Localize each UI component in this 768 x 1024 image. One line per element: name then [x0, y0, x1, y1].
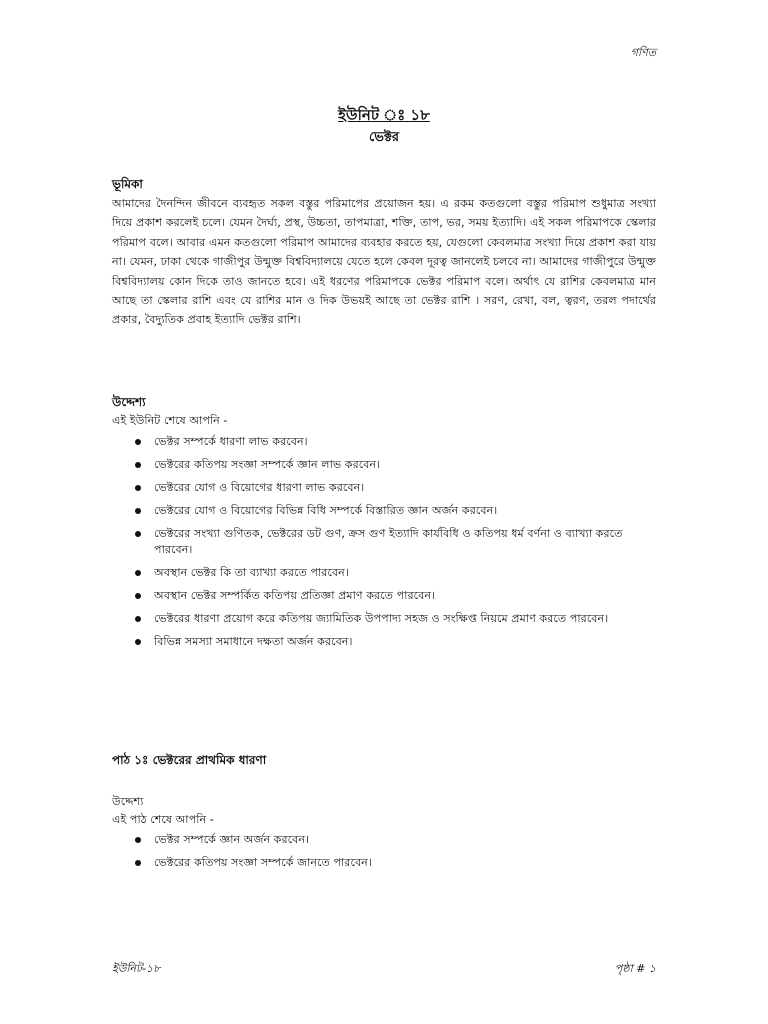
list-item-text: ভেক্টর সম্পর্কে জ্ঞান অর্জন করবেন। [154, 833, 310, 846]
intro-heading: ভূমিকা [112, 177, 143, 191]
list-item-text: বিভিন্ন সমস্যা সমাধানে দক্ষতা অর্জন করবেন। [154, 635, 353, 649]
objectives-heading: উদ্দেশ্য [112, 395, 146, 409]
list-item [112, 634, 658, 650]
list-item [112, 611, 658, 627]
bullet-icon [135, 485, 141, 491]
list-item [112, 588, 658, 604]
lesson-heading: পাঠ ১ঃ ভেক্টরের প্রাথমিক ধারণা [112, 753, 267, 767]
bullet-icon [135, 462, 141, 468]
lesson-objectives-lead: এই পাঠ শেষে আপনি - [112, 813, 214, 826]
lesson-objectives-list [112, 832, 658, 878]
list-item-text: ভেক্টরের কতিপয় সংজ্ঞা সম্পর্কে জ্ঞান লাভ করবেন। [154, 458, 381, 471]
list-item [112, 480, 658, 496]
intro-paragraph: আমাদের দৈনন্দিন জীবনে ব্যবহৃত সকল বস্তুর পরিমাপের প্রয়োজন হয়। এ রকম কতগুলো বস্তুর পরিমাপ শুধুমাত্র সংখ্যা দিয়ে প্রকাশ করলেই চলে। যেমন দৈর্ঘ্য, প্রস্থ, উচ্চতা, তাপমাত্রা, শক্তি, তাপ, ভর, সময় ইত্যাদি। এই সকল পরিমাপকে স্কেলার পরিমাপ বলে। আবার এমন কতগুলো পরিমাপ আমাদের ব্যবহার করতে হয়, যেগুলো কেবলমাত্র সংখ্যা দিয়ে প্রকাশ করা যায় না। যেমন, ঢাকা থেকে গাজীপুর উন্মুক্ত বিশ্ববিদ্যালয়ে যেতে হলে কেবল দূরত্ব জানলেই চলবে না। আমাদের গাজীপুরে উন্মুক্ত বিশ্ববিদ্যালয় কোন দিকে তাও জানতে হবে। এই ধরণের পরিমাপকে ভেক্টর পরিমাপ বলে। অর্থাৎ যে রাশির কেবলমাত্র মান আছে তা স্কেলার রাশি এবং যে রাশির মান ও দিক উভয়ই আছে তা ভেক্টর রাশি । সরণ, রেখা, বল, ত্বরণ, তরল পদার্থের প্রকার, বৈদ্যুতিক প্রবাহ ইত্যাদি ভেক্টর রাশি। [112, 197, 656, 327]
bullet-icon [135, 508, 141, 514]
list-item-text: ভেক্টরের যোগ ও বিয়োগের বিভিন্ন বিধি সম্পর্কে বিস্তারিত জ্ঞান অর্জন করবেন। [154, 504, 498, 517]
list-item [112, 434, 658, 450]
bullet-icon [135, 570, 141, 576]
list-item-text: অবস্থান ভেক্টর কি তা ব্যাখ্যা করতে পারবেন। [154, 566, 349, 580]
list-item [112, 565, 658, 581]
list-item-text: অবস্থান ভেক্টর সম্পর্কিত কতিপয় প্রতিজ্ঞা প্রমাণ করতে পারবেন। [154, 589, 436, 603]
bullet-icon [135, 837, 141, 843]
list-item-text: ভেক্টরের যোগ ও বিয়োগের ধারণা লাভ করবেন। [154, 481, 365, 494]
list-item [112, 832, 658, 848]
footer-page-number: পৃষ্ঠা # ১ [614, 962, 656, 975]
header-subject: গণিত [630, 46, 656, 59]
list-item-text: ভেক্টর সম্পর্কে ধারণা লাভ করবেন। [154, 435, 308, 448]
unit-subtitle: ভেক্টর [369, 130, 399, 145]
list-item [112, 526, 658, 559]
unit-title: ইউনিট ঃ ১৮ [338, 106, 430, 124]
list-item [112, 457, 658, 473]
bullet-icon [135, 860, 141, 866]
bullet-icon [135, 439, 141, 445]
lesson-objectives-heading: উদ্দেশ্য [112, 795, 144, 808]
list-item-text: ভেক্টরের সংখ্যা গুণিতক, ভেক্টরের ডট গুণ, ক্রস গুণ ইত্যাদি কার্যবিধি ও কতিপয় ধর্ম বর্ণনা ও ব্যাখ্যা করতে পারবেন। [154, 527, 623, 557]
list-item [112, 503, 658, 519]
objectives-list [112, 434, 658, 657]
bullet-icon [135, 616, 141, 622]
bullet-icon [135, 531, 141, 537]
list-item-text: ভেক্টরের কতিপয় সংজ্ঞা সম্পর্কে জানতে পারবেন। [154, 856, 372, 869]
bullet-icon [135, 593, 141, 599]
list-item [112, 855, 658, 871]
bullet-icon [135, 639, 141, 645]
objectives-lead: এই ইউনিট শেষে আপনি - [112, 414, 228, 427]
list-item-text: ভেক্টরের ধারণা প্রয়োগ করে কতিপয় জ্যামিতিক উপপাদ্য সহজ ও সংক্ষিপ্ত নিয়মে প্রমাণ করতে পারবেন। [154, 612, 609, 626]
footer-unit: ইউনিট-১৮ [112, 962, 161, 975]
